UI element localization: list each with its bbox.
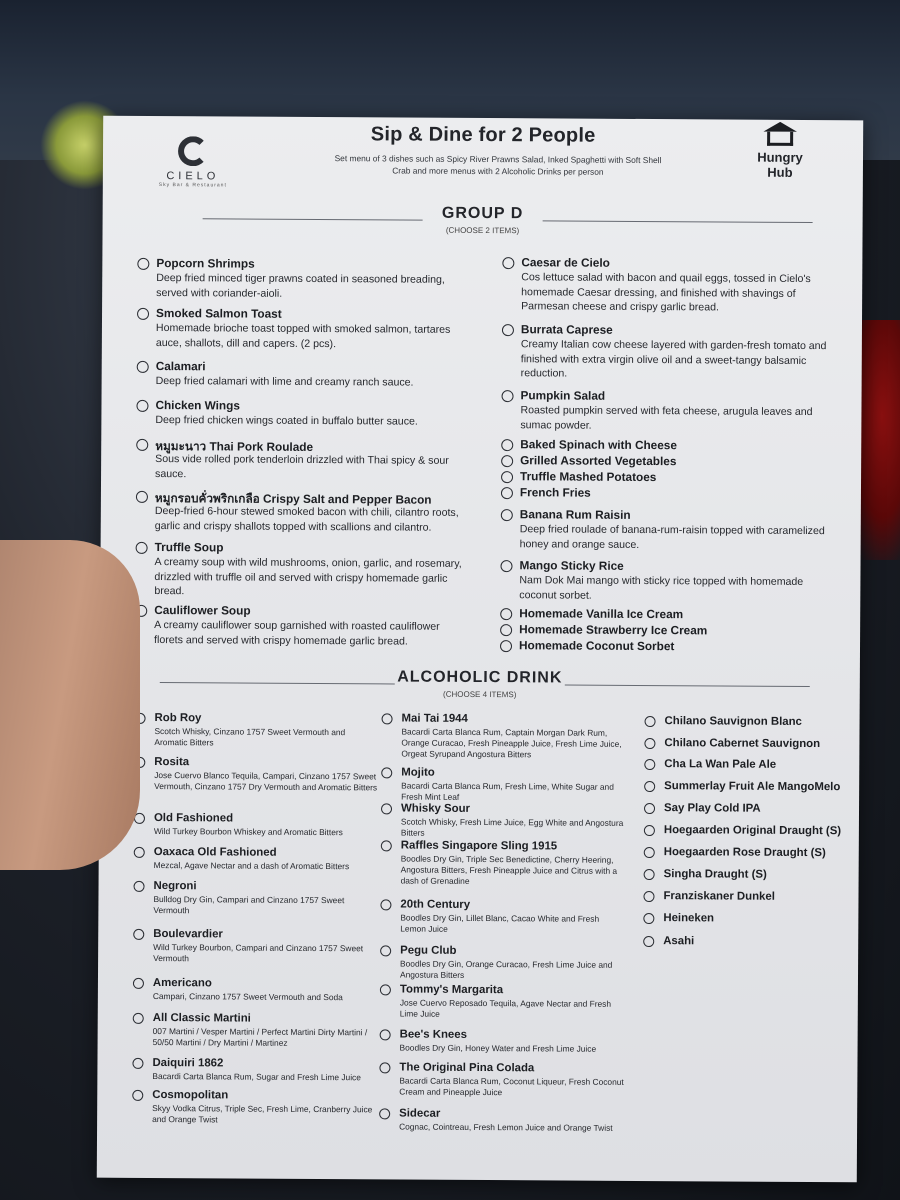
option-description: Deep fried minced tiger prawns coated in seasoned breading, served with coriander-aioli.	[156, 272, 445, 300]
group-d-note: (CHOOSE 2 ITEMS)	[445, 225, 520, 236]
menu-option[interactable]	[501, 469, 841, 485]
menu-option[interactable]	[136, 437, 476, 480]
radio-button[interactable]	[137, 361, 149, 373]
option-description: Skyy Vodka Citrus, Triple Sec, Fresh Lime, Cranberry Juice and Orange Twist	[152, 1103, 373, 1125]
option-name: Singha Draught (S)	[663, 868, 767, 881]
option-description: Bacardi Carta Blanca Rum, Sugar and Fresh Lime Juice	[152, 1071, 361, 1083]
option-name: French Fries	[519, 485, 591, 500]
radio-button[interactable]	[381, 767, 392, 778]
option-name: Calamari	[155, 359, 206, 374]
radio-button[interactable]	[500, 608, 512, 620]
hand	[0, 540, 140, 870]
option-description: Deep-fried 6-hour stewed smoked bacon with chili, cilantro roots, garlic and crispy shallots topped with scallions and cilantro.	[154, 505, 459, 534]
menu-option[interactable]	[501, 437, 841, 453]
group-d-heading	[103, 203, 863, 238]
menu-option[interactable]	[501, 485, 841, 500]
menu-option[interactable]	[502, 388, 842, 432]
option-name: Pegu Club	[400, 944, 457, 957]
option-name: Caesar de Cielo	[521, 255, 610, 270]
radio-button[interactable]	[644, 825, 655, 836]
cielo-logo-subtitle: Sky Bar & Restaurant	[158, 182, 227, 189]
menu-option[interactable]	[645, 715, 895, 728]
option-description: Mezcal, Agave Nectar and a dash of Aromatic Bitters	[153, 860, 350, 872]
menu-option[interactable]	[137, 256, 477, 300]
menu-option[interactable]	[643, 912, 893, 925]
radio-button[interactable]	[644, 759, 655, 770]
menu-option[interactable]	[137, 398, 477, 428]
radio-button[interactable]	[500, 560, 512, 572]
radio-button[interactable]	[379, 1108, 390, 1119]
option-description: Jose Cuervo Blanco Tequila, Campari, Cinzano 1757 Sweet Vermouth, Cinzano 1757 Dry Vermouth and Aromatic Bitters	[154, 770, 378, 793]
menu-option[interactable]	[644, 846, 894, 860]
radio-button[interactable]	[136, 439, 148, 451]
menu-option[interactable]	[500, 606, 840, 622]
option-name: Sidecar	[399, 1107, 441, 1120]
option-description: Wild Turkey Bourbon, Campari and Cinzano 1757 Sweet Vermouth	[153, 942, 364, 964]
radio-button[interactable]	[643, 936, 654, 947]
option-name: The Original Pina Colada	[399, 1061, 535, 1075]
option-description: Bacardi Carta Blanca Rum, Coconut Liqueur, Fresh Coconut Cream and Pineapple Juice	[399, 1075, 624, 1098]
option-name: Heineken	[663, 912, 715, 925]
option-name: Old Fashioned	[153, 812, 234, 825]
option-name: Americano	[152, 977, 212, 990]
menu-option[interactable]	[644, 824, 894, 838]
option-name: Franziskaner Dunkel	[663, 890, 775, 903]
radio-button[interactable]	[644, 869, 655, 880]
menu-option[interactable]	[501, 507, 841, 551]
option-name: 20th Century	[400, 898, 471, 911]
option-name: Summerlay Fruit Ale MangoMelo	[664, 780, 841, 794]
option-name: All Classic Martini	[152, 1012, 251, 1025]
menu-option[interactable]	[644, 737, 894, 751]
option-name: Cauliflower Soup	[154, 603, 251, 618]
option-description: A creamy cauliflower soup garnished with roasted cauliflower florets and served with crispy homemade garlic bread.	[154, 619, 440, 648]
option-name: Daiquiri 1862	[152, 1057, 224, 1070]
radio-button[interactable]	[380, 899, 391, 910]
option-name: Baked Spinach with Cheese	[520, 437, 677, 453]
house-icon	[763, 122, 797, 146]
drinks-heading	[100, 667, 860, 702]
menu-option[interactable]	[134, 846, 384, 872]
option-name: Negroni	[153, 880, 197, 893]
radio-button[interactable]	[133, 929, 144, 940]
radio-button[interactable]	[502, 324, 514, 336]
option-description: Cos lettuce salad with bacon and quail eggs, tossed in Cielo's homemade Caesar dressing, and finished with shavings of Parmesan cheese and crispy garlic bread.	[521, 271, 811, 314]
menu-option[interactable]	[133, 1057, 383, 1083]
drinks-title: ALCOHOLIC DRINK	[397, 668, 563, 687]
option-description: Boodles Dry Gin, Lillet Blanc, Cacao White and Fresh Lemon Juice	[400, 912, 600, 934]
radio-button[interactable]	[500, 640, 512, 652]
option-name: Banana Rum Raisin	[519, 507, 631, 522]
menu-option[interactable]	[134, 880, 384, 916]
radio-button[interactable]	[644, 781, 655, 792]
option-name: Chilano Cabernet Sauvignon	[664, 737, 821, 751]
option-name: Pumpkin Salad	[520, 388, 606, 403]
radio-button[interactable]	[137, 308, 149, 320]
radio-button[interactable]	[501, 455, 513, 467]
menu-option[interactable]	[134, 756, 384, 793]
radio-button[interactable]	[644, 803, 655, 814]
menu-subtitle: Set menu of 3 dishes such as Spicy River Prawns Salad, Inked Spaghetti with Soft Shell Crab and more menus with 2 Alcoholic Drinks per person	[334, 153, 662, 177]
menu-option[interactable]	[380, 983, 630, 1019]
radio-button[interactable]	[644, 847, 655, 858]
menu-sheet	[97, 116, 863, 1183]
option-description: Scotch Whisky, Cinzano 1757 Sweet Vermouth and Aromatic Bitters	[154, 726, 346, 748]
radio-button[interactable]	[382, 713, 393, 724]
option-name: Tommy's Margarita	[399, 983, 504, 997]
option-description: Wild Turkey Bourbon Whiskey and Aromatic Bitters	[153, 826, 343, 838]
radio-button[interactable]	[501, 487, 513, 499]
menu-option[interactable]	[135, 603, 475, 648]
radio-button[interactable]	[501, 509, 513, 521]
option-name: Truffle Soup	[154, 540, 224, 555]
option-name: Mai Tai 1944	[401, 712, 468, 725]
menu-option[interactable]	[644, 780, 894, 794]
menu-option[interactable]	[132, 1089, 382, 1125]
menu-option[interactable]	[133, 977, 383, 1003]
option-name: Bee's Knees	[399, 1028, 467, 1041]
hungry-hub-logo	[745, 122, 815, 180]
radio-button[interactable]	[500, 624, 512, 636]
option-description: Sous vide rolled pork tenderloin drizzled with Thai spicy & sour sauce.	[155, 453, 449, 480]
option-description: Deep fried chicken wings coated in buffalo butter sauce.	[155, 414, 418, 428]
menu-title: Sip & Dine for 2 People	[370, 123, 596, 147]
option-name: Truffle Mashed Potatoes	[520, 469, 657, 485]
option-description: Bacardi Carta Blanca Rum, Captain Morgan Dark Rum, Orange Curacao, Fresh Pineapple Juice, Fresh Lime Juice, Orgeat Syrupand Angostura Bitters	[401, 726, 622, 760]
option-name: Mojito	[401, 766, 435, 779]
option-description: Nam Dok Mai mango with sticky rice topped with homemade coconut sorbet.	[519, 574, 804, 602]
radio-button[interactable]	[133, 978, 144, 989]
radio-button[interactable]	[134, 847, 145, 858]
option-name: Chicken Wings	[155, 398, 240, 413]
option-name: Cha La Wan Pale Ale	[664, 758, 777, 771]
option-name: Hoegaarden Original Draught (S)	[663, 824, 842, 838]
radio-button[interactable]	[501, 471, 513, 483]
radio-button[interactable]	[501, 439, 513, 451]
radio-button[interactable]	[643, 891, 654, 902]
option-name: Rob Roy	[154, 712, 202, 725]
radio-button[interactable]	[502, 257, 514, 269]
radio-button[interactable]	[132, 1058, 143, 1069]
menu-option[interactable]	[644, 802, 894, 815]
menu-option[interactable]	[137, 359, 477, 389]
cielo-logo-name: CIELO	[166, 170, 220, 183]
option-description: Roasted pumpkin served with feta cheese, arugula leaves and sumac powder.	[520, 404, 813, 432]
option-description: Creamy Italian cow cheese layered with garden-fresh tomato and finished with extra virgin olive oil and a sweet-tangy balsamic reduction.	[520, 338, 827, 380]
option-description: Bacardi Carta Blanca Rum, Fresh Lime, White Sugar and Fresh Mint Leaf	[401, 780, 614, 802]
option-name: Homemade Coconut Sorbet	[518, 638, 675, 654]
menu-option[interactable]	[133, 1012, 383, 1048]
menu-option[interactable]	[136, 540, 476, 598]
option-description: Scotch Whisky, Fresh Lime Juice, Egg White and Angostura Bitters	[400, 816, 624, 838]
option-name: หมูกรอบคั่วพริกเกลือ Crispy Salt and Pepper Bacon	[154, 491, 432, 507]
option-name: Smoked Salmon Toast	[156, 306, 282, 321]
option-name: Asahi	[663, 935, 695, 948]
option-name: Hoegaarden Rose Draught (S)	[663, 846, 826, 860]
menu-option[interactable]	[643, 935, 893, 948]
option-name: Raffles Singapore Sling 1915	[400, 839, 558, 853]
option-description: Jose Cuervo Reposado Tequila, Agave Nectar and Fresh Lime Juice	[399, 997, 612, 1019]
radio-button[interactable]	[136, 491, 148, 503]
option-name: Cosmopolitan	[152, 1089, 229, 1102]
radio-button[interactable]	[644, 738, 655, 749]
radio-button[interactable]	[380, 945, 391, 956]
group-d-title: GROUP D	[441, 204, 524, 223]
radio-button[interactable]	[381, 840, 392, 851]
menu-option[interactable]	[137, 306, 477, 350]
option-name: Oaxaca Old Fashioned	[153, 846, 277, 859]
option-name: Popcorn Shrimps	[156, 256, 255, 271]
hungry-hub-line1: Hungry	[757, 149, 803, 165]
menu-option[interactable]	[500, 622, 840, 638]
menu-option[interactable]	[500, 638, 840, 654]
option-name: Boulevardier	[153, 928, 223, 941]
option-description: Boodles Dry Gin, Honey Water and Fresh Lime Juice	[399, 1042, 597, 1054]
radio-button[interactable]	[645, 716, 656, 727]
option-name: หมูมะนาว Thai Pork Roulade	[155, 439, 314, 454]
radio-button[interactable]	[379, 1062, 390, 1073]
radio-button[interactable]	[380, 984, 391, 995]
menu-option[interactable]	[502, 255, 842, 314]
menu-option[interactable]	[502, 322, 842, 380]
radio-button[interactable]	[643, 913, 654, 924]
option-name: Chilano Sauvignon Blanc	[664, 715, 802, 728]
option-name: Burrata Caprese	[520, 322, 613, 337]
menu-option[interactable]	[501, 453, 841, 469]
menu-option[interactable]	[644, 758, 894, 771]
menu-option[interactable]	[379, 1107, 629, 1133]
radio-button[interactable]	[132, 1090, 143, 1101]
menu-option[interactable]	[136, 489, 476, 534]
option-name: Homemade Strawberry Ice Cream	[519, 622, 708, 638]
option-description: Boodles Dry Gin, Orange Curacao, Fresh Lime Juice and Angostura Bitters	[399, 958, 613, 980]
option-name: Rosita	[154, 756, 190, 769]
menu-option[interactable]	[381, 766, 631, 802]
option-description: A creamy soup with wild mushrooms, onion, garlic, and rosemary, drizzled with truffle oil and served with crispy homemade garlic bread.	[154, 556, 462, 598]
option-description: Campari, Cinzano 1757 Sweet Vermouth and Soda	[152, 991, 343, 1003]
radio-button[interactable]	[381, 803, 392, 814]
menu-option[interactable]	[380, 944, 630, 980]
hungry-hub-line2: Hub	[767, 164, 793, 180]
radio-button[interactable]	[380, 1029, 391, 1040]
menu-option[interactable]	[379, 1061, 629, 1098]
option-name: Say Play Cold IPA	[663, 802, 761, 815]
option-description: Deep fried calamari with lime and creamy ranch sauce.	[155, 375, 414, 389]
option-description: 007 Martini / Vesper Martini / Perfect Martini Dirty Martini / 50/50 Martini / Dry Martini / Martinez	[152, 1026, 368, 1048]
menu-option[interactable]	[135, 712, 385, 748]
option-description: Boodles Dry Gin, Triple Sec Benedictine, Cherry Heering, Angostura Bitters, Fresh Pineapple Juice and Citrus with a dash of Grenadine	[400, 853, 618, 886]
menu-option[interactable]	[501, 558, 841, 602]
radio-button[interactable]	[136, 542, 148, 554]
menu-option[interactable]	[644, 890, 894, 903]
radio-button[interactable]	[502, 390, 514, 402]
drinks-note: (CHOOSE 4 ITEMS)	[443, 689, 517, 700]
option-name: Grilled Assorted Vegetables	[520, 453, 677, 469]
option-name: Homemade Vanilla Ice Cream	[519, 606, 684, 622]
menu-option[interactable]	[644, 868, 894, 881]
option-name: Mango Sticky Rice	[519, 558, 624, 573]
option-description: Bulldog Dry Gin, Campari and Cinzano 1757 Sweet Vermouth	[153, 894, 345, 916]
menu-option[interactable]	[382, 712, 632, 760]
menu-option[interactable]	[380, 898, 630, 934]
option-name: Whisky Sour	[400, 802, 471, 815]
menu-option[interactable]	[380, 1028, 630, 1054]
menu-option[interactable]	[134, 812, 384, 838]
option-description: Homemade brioche toast topped with smoked salmon, tartares auce, shallots, dill and capers. (2 pcs).	[155, 322, 451, 350]
radio-button[interactable]	[137, 258, 149, 270]
radio-button[interactable]	[134, 881, 145, 892]
menu-option[interactable]	[133, 928, 383, 964]
radio-button[interactable]	[133, 1013, 144, 1024]
option-description: Cognac, Cointreau, Fresh Lemon Juice and Orange Twist	[399, 1121, 613, 1133]
option-description: Deep fried roulade of banana-rum-raisin topped with caramelized honey and orange sauce.	[519, 523, 825, 551]
radio-button[interactable]	[136, 400, 148, 412]
